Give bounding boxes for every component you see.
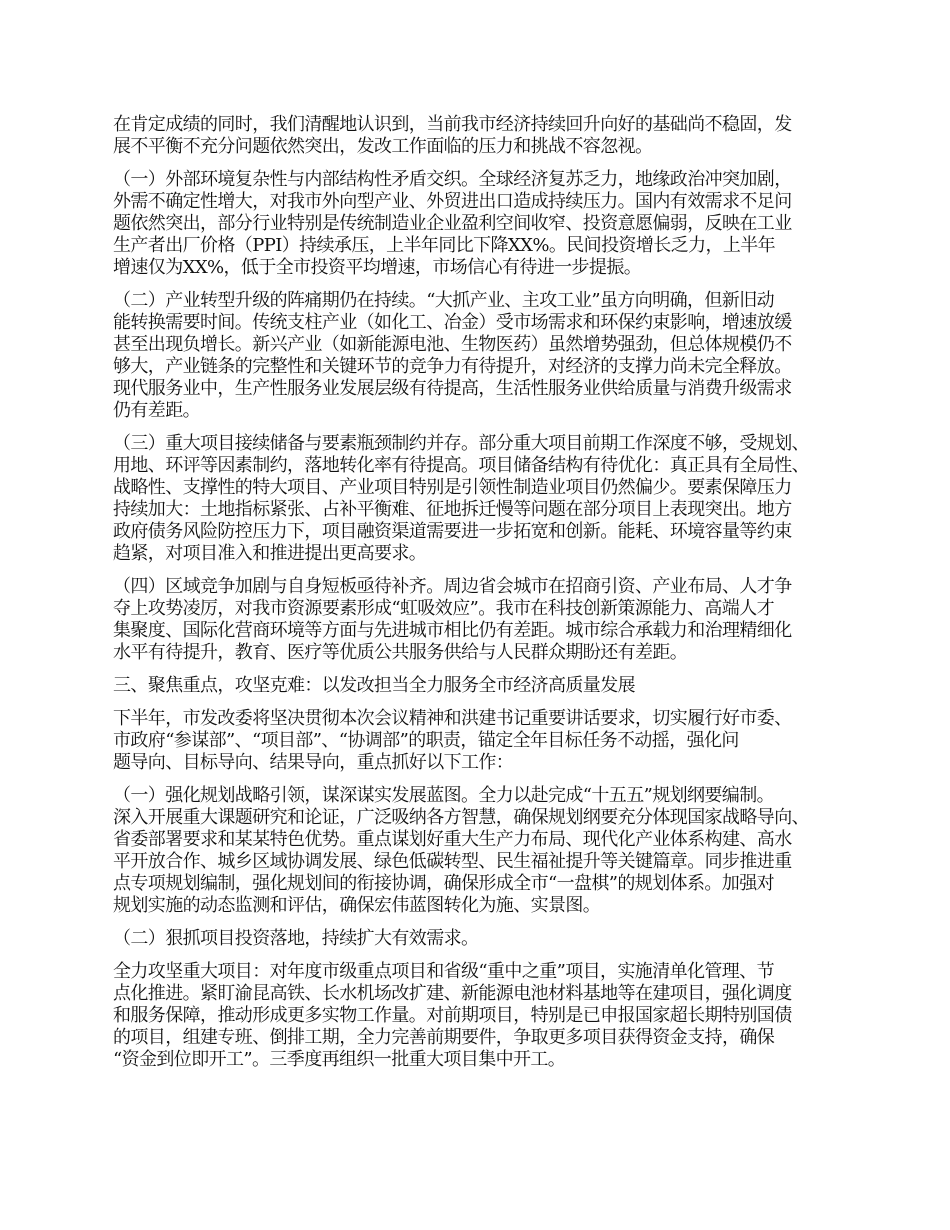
paragraph: [113, 433, 853, 565]
text-line: 题导向、目标导向、结果导向，重点抓好以下工作：: [113, 752, 514, 773]
text-line: 用地、环评等因素制约，落地转化率有待提高。项目储备结构有待优化：真正具有全局性、: [113, 455, 809, 476]
text-line: （四）区域竞争加剧与自身短板亟待补齐。周边省会城市在招商引资、产业布局、人才争: [113, 576, 792, 597]
text-line: （三）重大项目接续储备与要素瓶颈制约并存。部分重大项目前期工作深度不够，受规划、: [113, 433, 809, 454]
paragraph: [113, 785, 853, 917]
paragraph: [113, 169, 853, 279]
text-line: 能转换需要时间。传统支柱产业（如化工、冶金）受市场需求和环保约束影响，增速放缓: [113, 312, 792, 333]
paragraph: [113, 290, 853, 422]
text-line: 题依然突出，部分行业特别是传统制造业企业盈利空间收窄、投资意愿偏弱，反映在工业: [113, 213, 792, 234]
document-page: [113, 114, 853, 1082]
text-line: 下半年，市发改委将坚决贯彻本次会议精神和洪建书记重要讲话要求，切实履行好市委、: [113, 708, 792, 729]
section-heading: [113, 675, 853, 697]
paragraph: [113, 928, 853, 950]
text-line: 够大，产业链条的完整性和关键环节的竞争力有待提升，对经济的支撑力尚未完全释放。: [113, 356, 792, 377]
text-line: （二）产业转型升级的阵痛期仍在持续。“大抓产业、主攻工业”虽方向明确，但新旧动: [113, 290, 775, 311]
text-line: 趋紧，对项目准入和推进提出更高要求。: [113, 543, 427, 564]
text-line: （一）强化规划战略引领，谋深谋实发展蓝图。全力以赴完成“十五五”规划纲要编制。: [113, 785, 775, 806]
text-line: 的项目，组建专班、倒排工期，全力完善前期要件，争取更多项目获得资金支持，确保: [113, 1027, 775, 1048]
paragraph: [113, 708, 853, 774]
text-line: 甚至出现负增长。新兴产业（如新能源电池、生物医药）虽然增势强劲，但总体规模仍不: [113, 334, 792, 355]
text-line: 集聚度、国际化营商环境等方面与先进城市相比仍有差距。城市综合承载力和治理精细化: [113, 620, 792, 641]
text-line: 三、聚焦重点，攻坚克难：以发改担当全力服务全市经济高质量发展: [113, 675, 635, 696]
text-line: 市政府“参谋部”、“项目部”、“协调部”的职责，锚定全年目标任务不动摇，强化问: [113, 730, 739, 751]
text-line: 水平有待提升，教育、医疗等优质公共服务供给与人民群众期盼还有差距。: [113, 642, 688, 663]
paragraph: [113, 114, 853, 158]
text-line: 在肯定成绩的同时，我们清醒地认识到，当前我市经济持续回升向好的基础尚不稳固，发: [113, 114, 792, 135]
paragraph: [113, 961, 853, 1071]
text-line: 仍有差距。: [113, 400, 200, 421]
text-line: 全力攻坚重大项目：对年度市级重点项目和省级“重中之重”项目，实施清单化管理、节: [113, 961, 775, 982]
text-line: 政府债务风险防控压力下，项目融资渠道需要进一步拓宽和创新。能耗、环境容量等约束: [113, 521, 792, 542]
text-line: 战略性、支撑性的特大项目、产业项目特别是引领性制造业项目仍然偏少。要素保障压力: [113, 477, 792, 498]
text-line: 规划实施的动态监测和评估，确保宏伟蓝图转化为施、实景图。: [113, 895, 601, 916]
text-line: 增速仅为XX%，低于全市投资平均增速，市场信心有待进一步提振。: [113, 257, 642, 278]
text-line: 和服务保障，推动形成更多实物工作量。对前期项目，特别是已申报国家超长期特别国债: [113, 1005, 792, 1026]
text-line: （一）外部环境复杂性与内部结构性矛盾交织。全球经济复苏乏力，地缘政治冲突加剧，: [113, 169, 792, 190]
text-line: 点专项规划编制，强化规划间的衔接协调，确保形成全市“一盘棋”的规划体系。加强对: [113, 873, 775, 894]
text-line: 点化推进。紧盯渝昆高铁、长水机场改扩建、新能源电池材料基地等在建项目，强化调度: [113, 983, 792, 1004]
text-line: （二）狠抓项目投资落地，持续扩大有效需求。: [113, 928, 479, 949]
text-line: 夺上攻势凌厉，对我市资源要素形成“虹吸效应”。我市在科技创新策源能力、高端人才: [113, 598, 775, 619]
text-line: 外需不确定性增大，对我市外向型产业、外贸进出口造成持续压力。国内有效需求不足问: [113, 191, 792, 212]
text-line: 省委部署要求和某某特色优势。重点谋划好重大生产力布局、现代化产业体系构建、高水: [113, 829, 792, 850]
text-line: 现代服务业中，生产性服务业发展层级有待提高，生活性服务业供给质量与消费升级需求: [113, 378, 792, 399]
text-line: 深入开展重大课题研究和论证，广泛吸纳各方智慧，确保规划纲要充分体现国家战略导向、: [113, 807, 809, 828]
text-line: 平开放合作、城乡区域协调发展、绿色低碳转型、民生福祉提升等关键篇章。同步推进重: [113, 851, 792, 872]
text-line: “资金到位即开工”。三季度再组织一批重大项目集中开工。: [113, 1049, 566, 1070]
text-line: 展不平衡不充分问题依然突出，发改工作面临的压力和挑战不容忽视。: [113, 136, 653, 157]
paragraph: [113, 576, 853, 664]
text-line: 持续加大：土地指标紧张、占补平衡难、征地拆迁慢等问题在部分项目上表现突出。地方: [113, 499, 792, 520]
text-line: 生产者出厂价格（PPI）持续承压，上半年同比下降XX%。民间投资增长乏力，上半年: [113, 235, 776, 256]
